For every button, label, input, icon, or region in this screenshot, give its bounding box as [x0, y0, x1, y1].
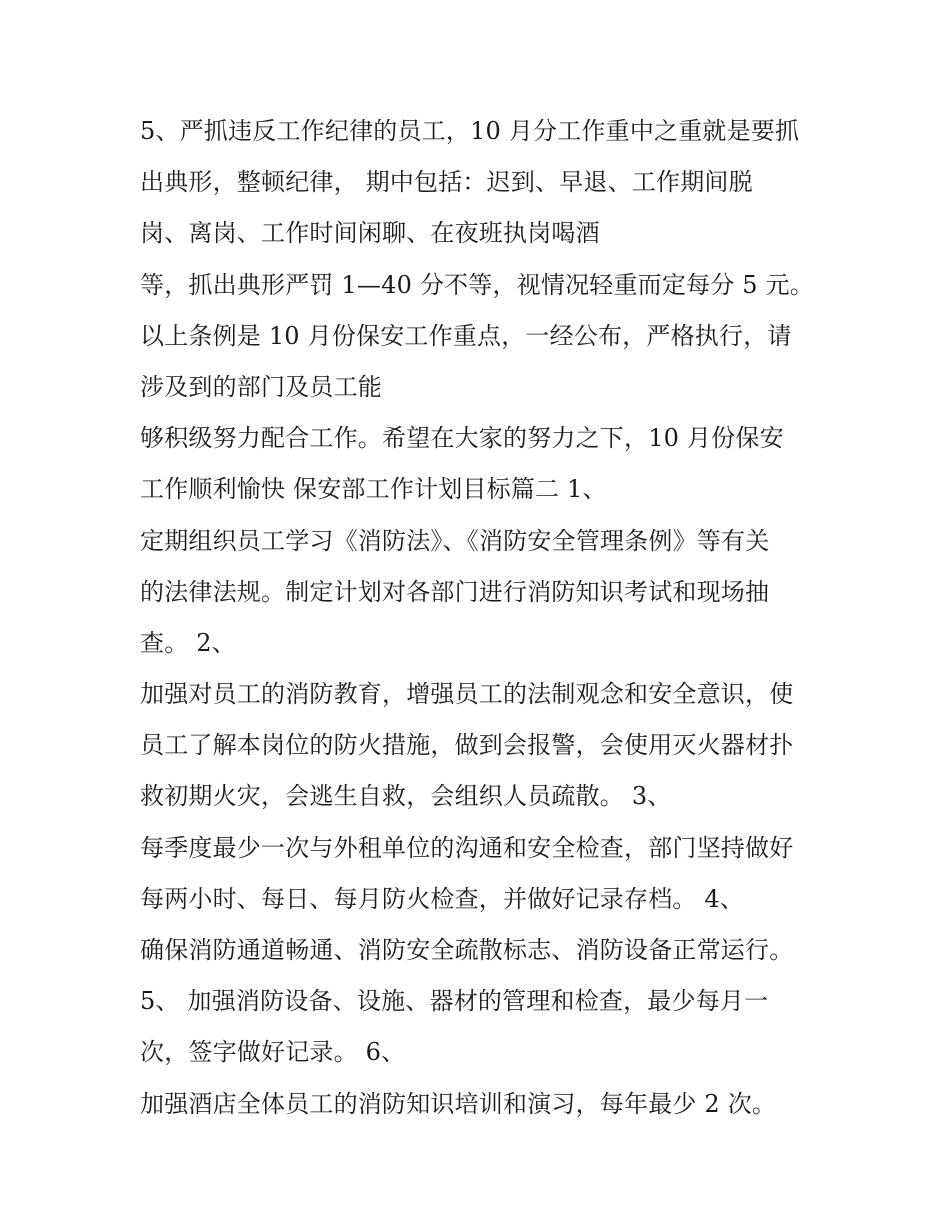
text-line: 次，签字做好记录。 6、 — [140, 1038, 406, 1067]
text-line: 5、严抓违反工作纪律的员工，10 月分工作重中之重就是要抓 — [140, 117, 800, 145]
text-line: 查。 2、 — [140, 628, 236, 657]
text-line: 涉及到的部门及员工能 — [140, 372, 382, 401]
document-body — [140, 106, 830, 1130]
text-line: 救初期火灾，会逃生自救，会组织人员疏散。 3、 — [140, 782, 672, 811]
text-line: 每季度最少一次与外租单位的沟通和安全检查，部门坚持做好 — [140, 833, 794, 862]
text-line: 够积级努力配合工作。希望在大家的努力之下，10 月份保安 — [140, 424, 784, 453]
text-line: 工作顺利愉快 保安部工作计划目标篇二 1、 — [140, 475, 607, 504]
text-line: 的法律法规。制定计划对各部门进行消防知识考试和现场抽 — [140, 577, 770, 606]
text-line: 等，抓出典形严罚 1—40 分不等，视情况轻重而定每分 5 元。 — [140, 270, 814, 299]
text-line: 确保消防通道畅通、消防安全疏散标志、消防设备正常运行。 — [140, 936, 794, 964]
text-line: 员工了解本岗位的防火措施，做到会报警，会使用灭火器材扑 — [140, 731, 794, 760]
text-line: 加强酒店全体员工的消防知识培训和演习，每年最少 2 次。 — [140, 1089, 777, 1118]
text-line: 加强对员工的消防教育，增强员工的法制观念和安全意识，使 — [140, 680, 794, 709]
text-line: 定期组织员工学习《消防法》、《消防安全管理条例》等有关 — [140, 526, 770, 555]
text-line: 每两小时、每日、每月防火检查，并做好记录存档。 4、 — [140, 884, 745, 913]
text-line: 岗、离岗、工作时间闲聊、在夜班执岗喝酒 — [140, 219, 600, 248]
text-line: 出典形，整顿纪律， 期中包括：迟到、早退、工作期间脱 — [140, 168, 753, 197]
text-line: 以上条例是 10 月份保安工作重点，一经公布，严格执行，请 — [140, 321, 792, 350]
text-line: 5、 加强消防设备、设施、器材的管理和检查，最少每月一 — [140, 987, 769, 1016]
